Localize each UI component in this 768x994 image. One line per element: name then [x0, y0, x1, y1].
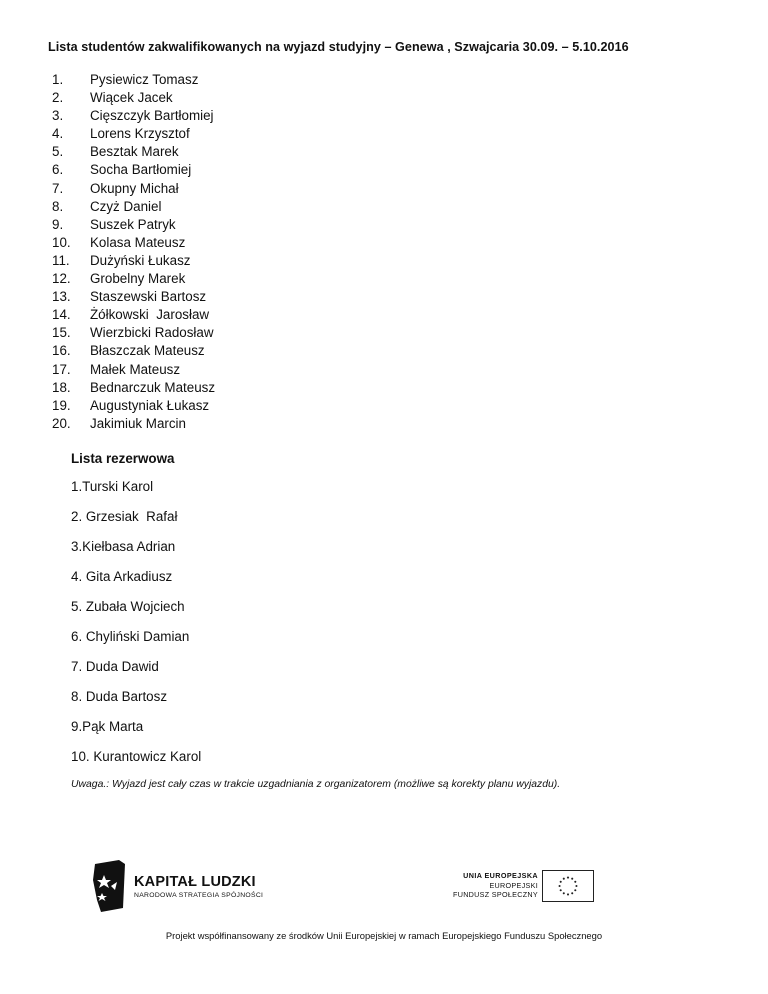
list-item [52, 288, 215, 306]
list-item-name: Lorens Krzysztof [90, 126, 190, 142]
list-item-name: Besztak Marek [90, 144, 179, 160]
eu-star-icon [560, 889, 562, 891]
list-item-number: 11. [52, 252, 70, 268]
list-item-name: Staszewski Bartosz [90, 289, 207, 305]
note-text: Uwaga.: Wyjazd jest cały czas w trakcie uzgadniania z organizatorem (możliwe są korekty planu wyjazdu). [71, 779, 561, 790]
list-item-name: Kolasa Mateusz [90, 234, 186, 250]
list-item-name: Błaszczak Mateusz [90, 343, 205, 359]
list-item [52, 379, 215, 397]
list-item-number: 12. [52, 271, 71, 287]
eu-flag-icon [542, 870, 594, 902]
list-item-number: 14. [52, 307, 71, 323]
list-item [52, 270, 215, 288]
list-item [52, 306, 215, 324]
list-item [52, 198, 215, 216]
list-item [52, 252, 215, 270]
eu-logo-line2: EUROPEJSKI [489, 880, 538, 890]
reserve-students-list [71, 478, 201, 778]
eu-star-icon [560, 881, 562, 883]
list-item [52, 125, 215, 143]
reserve-list-item: 5. Zubała Wojciech [71, 599, 185, 614]
list-item-number: 3. [52, 108, 64, 124]
footer-text: Projekt współfinansowany ze środków Unii Europejskiej w ramach Europejskiego Funduszu Społecznego [165, 930, 603, 941]
reserve-list-item: 8. Duda Bartosz [71, 689, 168, 704]
reserve-list-item: 2. Grzesiak Rafał [71, 509, 178, 524]
list-item-number: 5. [52, 144, 64, 160]
eu-star-icon [567, 893, 569, 895]
eu-star-icon [559, 885, 561, 887]
list-item [52, 71, 215, 89]
eu-star-icon [563, 892, 565, 894]
reserve-list-item: 1.Turski Karol [71, 479, 154, 494]
list-item-name: Okupny Michał [90, 180, 179, 196]
list-item-number: 16. [52, 343, 71, 359]
list-item-name: Dużyński Łukasz [90, 252, 191, 268]
list-item [52, 180, 215, 198]
eu-star-icon [574, 889, 576, 891]
list-item-number: 1. [52, 72, 64, 87]
list-item-name: Wierzbicki Radosław [90, 325, 214, 341]
list-item-name: Pysiewicz Tomasz [90, 72, 199, 87]
reserve-list-item: 7. Duda Dawid [71, 659, 159, 674]
eu-logo-line1: UNIA EUROPEJSKA [463, 871, 538, 880]
list-item [52, 415, 215, 433]
list-item-number: 10. [52, 234, 71, 250]
list-item-number: 4. [52, 126, 64, 142]
list-item-number: 7. [52, 180, 64, 196]
kapital-ludzki-logo [93, 860, 263, 912]
reserve-list-item: 3.Kiełbasa Adrian [71, 539, 176, 554]
eu-star-icon [574, 881, 576, 883]
list-item [52, 161, 215, 179]
list-item-number: 19. [52, 397, 71, 413]
list-item-name: Socha Bartłomiej [90, 162, 192, 178]
list-item-number: 2. [52, 90, 64, 106]
kapital-ludzki-logo-icon [93, 860, 127, 912]
reserve-list-item: 10. Kurantowicz Karol [71, 749, 202, 764]
list-item-number: 18. [52, 379, 71, 395]
list-item-number: 9. [52, 216, 64, 232]
list-item-name: Jakimiuk Marcin [90, 415, 186, 431]
list-item-number: 6. [52, 162, 64, 178]
list-item-name: Cięszczyk Bartłomiej [90, 108, 214, 124]
eu-star-icon [571, 892, 573, 894]
kapital-ludzki-name: KAPITAŁ LUDZKI [134, 874, 256, 890]
list-item-name: Augustyniak Łukasz [90, 397, 210, 413]
eu-logo-line3: FUNDUSZ SPOŁECZNY [453, 890, 538, 899]
reserve-list-item: 4. Gita Arkadiusz [71, 569, 173, 584]
list-item-number: 17. [52, 361, 71, 377]
list-item [52, 342, 215, 360]
list-item-name: Małek Mateusz [90, 361, 181, 377]
list-item-number: 8. [52, 198, 64, 214]
list-item [52, 216, 215, 234]
reserve-list-item: 6. Chyliński Damian [71, 629, 190, 644]
document-title: Lista studentów zakwalifikowanych na wyjazd studyjny – Genewa , Szwajcaria 30.09. – 5.10.2016 [48, 40, 629, 54]
eu-star-icon [571, 878, 573, 880]
list-item-number: 15. [52, 325, 71, 341]
eu-star-icon [575, 885, 577, 887]
list-item [52, 361, 215, 379]
list-item-name: Czyż Daniel [90, 198, 162, 214]
list-item [52, 89, 215, 107]
list-item [52, 107, 215, 125]
reserve-list-item: 9.Pąk Marta [71, 719, 144, 734]
qualified-students-list [52, 71, 215, 433]
kapital-ludzki-subtitle: NARODOWA STRATEGIA SPÓJNOŚCI [134, 892, 264, 899]
list-item [52, 324, 215, 342]
list-item-number: 13. [52, 289, 71, 305]
list-item [52, 397, 215, 415]
list-item-name: Suszek Patryk [90, 216, 176, 232]
list-item [52, 143, 215, 161]
reserve-list-heading: Lista rezerwowa [71, 451, 175, 466]
list-item-name: Grobelny Marek [90, 271, 186, 287]
list-item-number: 20. [52, 415, 71, 431]
eu-logo [440, 868, 600, 904]
list-item-name: Żółkowski Jarosław [90, 307, 210, 323]
eu-star-icon [563, 878, 565, 880]
list-item-name: Bednarczuk Mateusz [90, 379, 216, 395]
list-item [52, 234, 215, 252]
list-item-name: Wiącek Jacek [90, 90, 173, 106]
eu-star-icon [567, 877, 569, 879]
